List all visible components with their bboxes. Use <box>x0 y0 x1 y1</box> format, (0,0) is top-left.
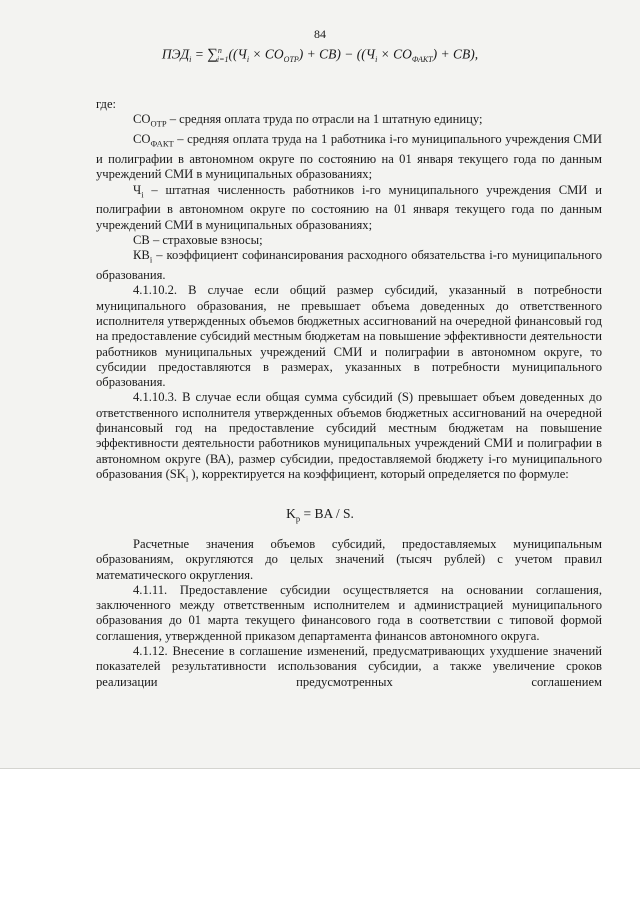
def-kb: $КВ_i$ – коэффициент софинансирования расходного обязательства i-го муниципального образования. <box>96 248 602 283</box>
formula-mid: ) + СВ) − ((Ч <box>298 46 376 62</box>
coefficient-rhs: = BA / S. <box>300 506 354 521</box>
formula-body-open: ((Ч <box>228 46 247 62</box>
formula-sub-fakt: ФАКТ <box>411 55 433 65</box>
page-number: 84 <box>314 27 326 41</box>
chi-index-1: i <box>246 55 250 65</box>
formula-equals: = <box>194 46 208 62</box>
paragraph-4-1-10-3: 4.1.10.3. В случае если общая сумма субсидий (S) превышает объем доведенных до ответственного исполнителя утвержденных объемов бюджетных ассигнований на очередной финансовый год на предоставление субсидий местным бюджетам на повышение эффективности деятельности работников муниципальных учреждений СМИ и полиграфии в автономном округе (ВА), размер субсидии, предоставляемой бюджету i-го муниципального образования ($SK_i$ ), корректируется на коэффициент, который определяется по формуле: <box>96 390 602 484</box>
formula-lhs-index: i <box>189 55 192 65</box>
chi-index-2: i <box>375 55 378 65</box>
coefficient-formula <box>0 506 640 524</box>
coefficient-k: K <box>286 506 296 521</box>
formula-cmul-2: × СО <box>380 46 412 62</box>
formula-lhs: ПЭД <box>161 46 190 62</box>
closing-block <box>96 537 602 690</box>
formula-sub-otr: ОТР <box>283 55 299 65</box>
formula-cmul-1: × СО <box>252 46 284 62</box>
sum-lower: i=1 <box>216 55 229 65</box>
def-co-otr: $СО_{ОТР}$ – средняя оплата труда по отрасли на 1 штатную единицу; <box>133 112 483 129</box>
def-chi: $Ч_i$ – штатная численность работников i-го муниципального учреждения СМИ и полиграфии в автономном округе по состоянию на 01 января текущего года по данным учреждений СМИ в муниципальных образованиях; <box>96 182 602 232</box>
where-label: где: <box>96 97 117 111</box>
sum-upper: n <box>217 46 222 55</box>
formula-tail: ) + СВ), <box>432 46 479 62</box>
sum-sign: ∑ <box>207 46 218 63</box>
def-cb: СВ – страховые взносы; <box>133 232 263 247</box>
definitions-block <box>96 97 602 487</box>
paragraph-4-1-12: 4.1.12. Внесение в соглашение изменений, предусматривающих ухудшение значений показателей результативности использования субсидии, а также увеличение сроков реализации предусмотренных соглашением <box>96 644 602 689</box>
ped-formula <box>0 46 640 64</box>
paragraph-rounding: Расчетные значения объемов субсидий, предоставляемых муниципальным образованиям, округляются до целых значений (тысяч рублей) с учетом правил математического округления. <box>96 537 602 582</box>
paragraph-4-1-10-2: 4.1.10.2. В случае если общий размер субсидий, указанный в потребности муниципального образования, не превышает объема доведенных до ответственного исполнителя утвержденных объемов бюджетных ассигнований на очередной финансовый год на предоставление субсидий местным бюджетам на повышение эффективности деятельности работников муниципальных учреждений СМИ и полиграфии в автономном округе, то субсидии предоставляются в размерах, указанных в потребности муниципального образования. <box>96 283 602 390</box>
coefficient-k-sub: р <box>295 513 301 524</box>
paragraph-4-1-11: 4.1.11. Предоставление субсидии осуществляется на основании соглашения, заключенного между ответственным исполнителем и администрацией муниципального образования до 01 марта текущего финансового года в соответствии с типовой формой соглашения, утвержденной приказом департамента финансов автономного округа. <box>96 582 602 643</box>
def-co-fakt: $СО_{ФАКТ}$ – средняя оплата труда на 1 работника i-го муниципального учреждения СМИ и полиграфии в автономном округе по состоянию на 01 января текущего года по данным учреждений СМИ в муниципальных образованиях; <box>96 132 602 182</box>
